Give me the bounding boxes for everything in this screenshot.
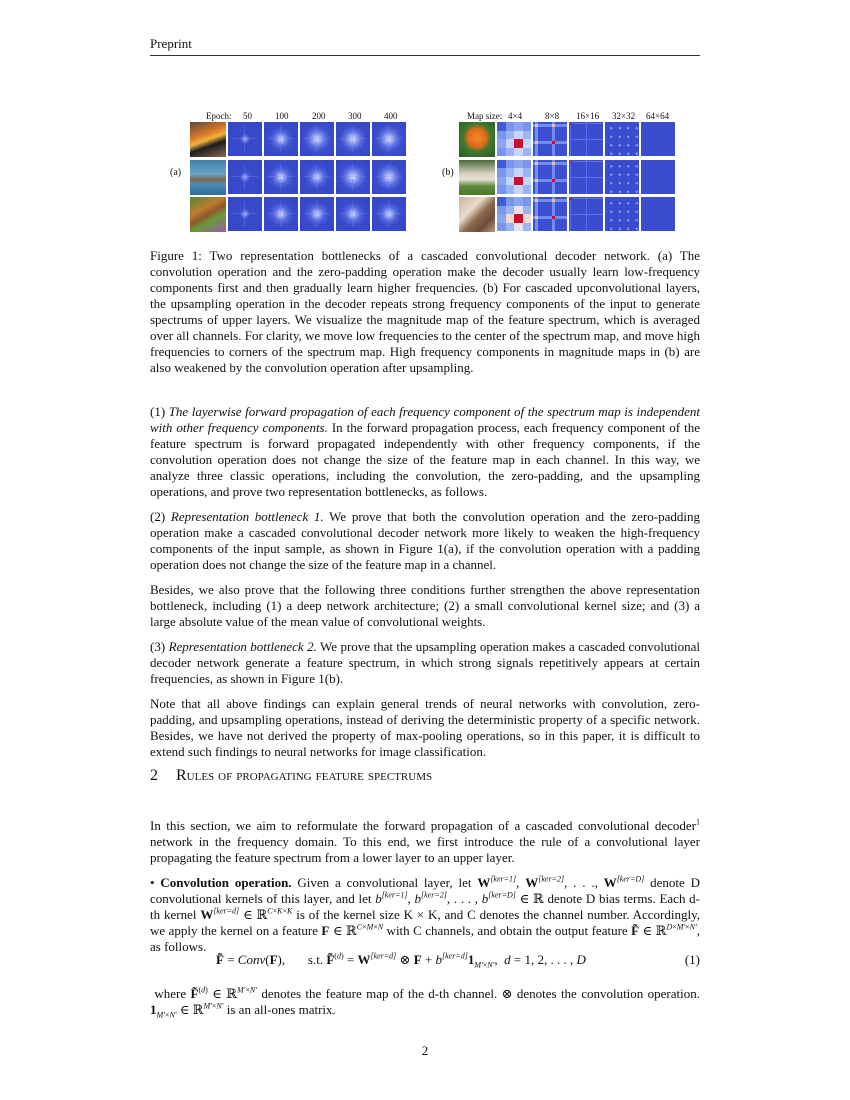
spectrum-map-32x32: [605, 197, 639, 231]
paragraph-text: is an all-ones matrix.: [223, 1002, 336, 1017]
section-heading: [150, 767, 432, 785]
panel-a-label: (a): [170, 167, 182, 178]
spectrum-map-64x64: [641, 197, 675, 231]
spectrum-map: [228, 197, 262, 231]
panel-b-col-header: 4×4: [508, 111, 523, 121]
panel-b-label: (b): [442, 167, 454, 178]
spectrum-map-4x4: [497, 122, 531, 156]
spectrum-map: [264, 122, 298, 156]
spectrum-map: [372, 160, 406, 194]
figure-caption: Figure 1: Two representation bottlenecks of a cascaded convolutional decoder network. (a) The convolution operation and the zero-padding operation make the decoder usually learn low-frequency components first and then gradually learn higher frequencies. (b) For cascaded upconvolutional layers, the upsampling operation in the decoder repeats strong frequency components of the input to generate spectrums of upper layers. We visualize the magnitude map of the feature spectrum, which is averaged over all channels. For clarity, we move low frequencies to the center of the spectrum map, and move high frequencies to corners of the spectrum map. High frequency components in magnitude maps in (b) are also weakened by the convolution operation after upsampling.: [150, 248, 700, 375]
page-number: 2: [421, 1043, 429, 1058]
panel-a-header-prefix: Epoch:: [206, 111, 232, 121]
paragraph-number: (3): [150, 639, 169, 654]
spectrum-map-64x64: [641, 160, 675, 194]
panel-b-grid: [459, 122, 677, 235]
panel-b-header-prefix: Map size:: [467, 111, 503, 121]
spectrum-map-4x4: [497, 160, 531, 194]
paragraph-text: , as follows.: [150, 923, 701, 954]
spectrum-map: [336, 160, 370, 194]
section-number: 2: [150, 767, 158, 784]
panel-a-row: [190, 197, 408, 233]
panel-a-col-header: 50: [243, 111, 252, 121]
panel-b-col-header: 64×64: [646, 111, 670, 121]
spectrum-map-64x64: [641, 122, 675, 156]
panel-a-col-header: 300: [348, 111, 362, 121]
spectrum-map: [336, 197, 370, 231]
paragraph-text: where: [154, 986, 191, 1001]
footnote-marker[interactable]: 1: [696, 817, 700, 827]
paragraph-text: is of the kernel size K × K, and C denotes the channel number. Accordingly, we apply the kernel on a feature: [150, 907, 700, 938]
spectrum-map: [228, 160, 262, 194]
body-paragraphs: [150, 404, 700, 769]
butterfly-on-flowers-photo: [190, 197, 226, 232]
after-equation-paragraph: [150, 986, 700, 1027]
white-dog-photo: [459, 160, 495, 195]
spectrum-map: [372, 197, 406, 231]
paragraph-text: with C channels, and obtain the output feature: [383, 923, 632, 938]
spectrum-map-16x16: [569, 160, 603, 194]
spectrum-map: [372, 122, 406, 156]
race-car-photo: [190, 122, 226, 157]
paragraph-text: denote D convolutional kernels of this layer, and let: [150, 875, 701, 906]
panel-b-col-header: 32×32: [612, 111, 636, 121]
italic-claim: Representation bottleneck 2.: [168, 639, 317, 654]
duck-on-water-photo: [190, 160, 226, 195]
cat-photo: [459, 197, 495, 232]
spectrum-map-16x16: [569, 122, 603, 156]
panel-a-col-header: 200: [312, 111, 326, 121]
spectrum-map-32x32: [605, 122, 639, 156]
paragraph-number: (2): [150, 509, 171, 524]
panel-a-col-header: 100: [275, 111, 289, 121]
italic-claim: The layerwise forward propagation of each frequency component of the spectrum map is independent with other frequency components.: [150, 404, 700, 435]
spectrum-map: [300, 197, 334, 231]
convolution-heading: Convolution operation.: [160, 875, 292, 890]
figure-panel-a: [170, 108, 410, 238]
paragraph-bottleneck-1: [150, 509, 700, 573]
paragraph-text: denotes the feature map of the d-th channel. ⊗ denotes the convolution operation.: [256, 986, 701, 1001]
paragraph-bottleneck-2: [150, 639, 700, 687]
panel-b-row: [459, 160, 677, 196]
goldfish-photo: [459, 122, 495, 157]
spectrum-map-8x8: [533, 122, 567, 156]
paragraph-text: We prove that both the convolution operation and the zero-padding operation make a cascaded convolutional decoder network more likely to weaken the high-frequency components of the input sample, as shown in Figure 1(a), if the convolution operation with a padding operation does not change the size of the feature map in a channel.: [150, 509, 700, 572]
spectrum-map-8x8: [533, 160, 567, 194]
panel-a-col-header: 400: [384, 111, 398, 121]
running-title: Preprint: [150, 36, 192, 51]
spectrum-map: [228, 122, 262, 156]
paragraph-text: We prove that the upsampling operation makes a cascaded convolutional decoder network generate a feature spectrum, in which strong signals repetitively appears at certain frequencies, as shown in Figure 1(b).: [150, 639, 700, 686]
panel-b-col-header: 16×16: [576, 111, 600, 121]
section-intro: [150, 818, 700, 866]
such-that: s.t.: [307, 952, 324, 967]
section-title: Rules of propagating feature spectrums: [176, 767, 433, 784]
spectrum-map: [336, 122, 370, 156]
spectrum-map-16x16: [569, 197, 603, 231]
panel-b-col-header: 8×8: [545, 111, 560, 121]
convolution-paragraph: • Convolution operation. Given a convolutional layer, let W[ker=1], W[ker=2], . . ., W[ker=D] denote D convolutional kernels of this layer, and let b[ker=1], b[ker=2], . . . , b[ker=D] ∈ ℝ denote D bias terms. Each d-th kernel W[ker=d] ∈ ℝ$^{C\times K\times K}$ is of the kernel size K × K, and C denotes the channel number. Accordingly, we apply the kernel on a feature F ∈ ℝ$^{C\times M\times N}$ with C channels, and obtain the output feature F̃ ∈ ℝ$^{D\times M'\times N'}$, as follows.: [150, 874, 701, 954]
panel-a-row: [190, 122, 408, 158]
italic-claim: Representation bottleneck 1.: [170, 509, 324, 524]
spectrum-map: [300, 122, 334, 156]
paragraph-text: where F̃$^{(d)}$ ∈ ℝ$^{M'\times N'}$ denotes the feature map of the d-th channel. ⊗ denotes the convolution operation. $1_{M'\times N'}$ ∈ ℝ$^{M'\times N'}$ is an all-ones matrix.: [150, 985, 701, 1020]
equation-body: F̃ = Conv(F), s.t. F̃$^{(d)}$ = W[ker=d] ⊗ $F + b[ker=d]1_{M'\times N'}$, d = 1, 2, . . . , D: [216, 951, 586, 970]
equation-number: (1): [684, 952, 700, 967]
figure-1: [150, 108, 700, 238]
spectrum-map: [264, 160, 298, 194]
panel-b-row: [459, 122, 677, 158]
spectrum-map: [300, 160, 334, 194]
running-header: [150, 36, 700, 56]
figure-panel-b: [440, 108, 700, 238]
panel-a-row: [190, 160, 408, 196]
paragraph-text: denote D bias terms. Each d-th kernel: [150, 891, 700, 922]
paragraph-text: In the forward propagation process, each frequency component of the feature spectrum is forward propagated independently with other frequency components, if the convolution operation does not change the size of the feature map in each channel. In this way, we analyze three classic operations, including the convolution, the zero-padding, and the upsampling operations, and prove two representation bottlenecks, as follows.: [150, 420, 700, 499]
spectrum-map: [264, 197, 298, 231]
section-body: [150, 818, 700, 964]
intro-text: network in the frequency domain. To this end, we first introduce the rule of a convolutional layer propagating the feature spectrum from a lower layer to an upper layer.: [150, 834, 700, 865]
paragraph-independence: [150, 404, 700, 500]
paragraph-text: Given a convolutional layer, let: [291, 875, 478, 890]
bullet: •: [150, 875, 155, 890]
panel-b-row: [459, 197, 677, 233]
spectrum-map-4x4: [497, 197, 531, 231]
intro-text: In this section, we aim to reformulate the forward propagation of a cascaded convolutional decoder: [150, 818, 696, 833]
panel-a-grid: [190, 122, 408, 235]
paragraph-conditions: Besides, we also prove that the following three conditions further strengthen the above representation bottleneck, including (1) a deep network architecture; (2) a small convolutional kernel size; and (3) a large absolute value of the mean value of convolutional weights.: [150, 582, 700, 629]
spectrum-map-8x8: [533, 197, 567, 231]
paragraph-number: (1): [150, 404, 169, 419]
spectrum-map-32x32: [605, 160, 639, 194]
paragraph-note: Note that all above findings can explain general trends of neural networks with convolution, zero-padding, and upsampling operations, instead of deriving the deterministic property of a specific network. Besides, we have not derived the property of max-pooling operations, so in this paper, it is difficult to extend such findings to neural networks for image classification.: [150, 696, 700, 759]
